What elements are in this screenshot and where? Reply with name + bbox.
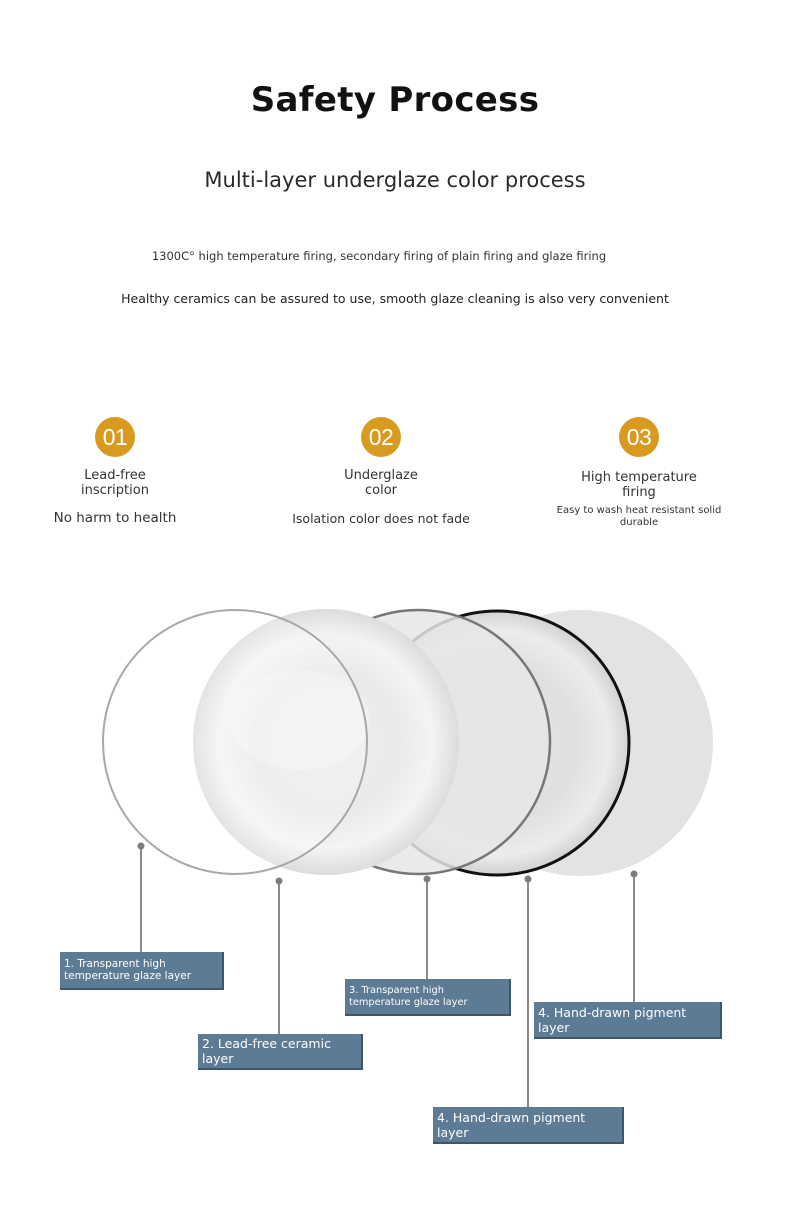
number-badge: 02 — [361, 417, 401, 457]
leader-dot-4 — [525, 876, 532, 883]
page-title: Safety Process — [250, 80, 540, 120]
leader-dot-1 — [138, 843, 145, 850]
feature-name: Underglaze color — [344, 468, 418, 498]
feature-name: Lead-free inscription — [81, 468, 149, 498]
firing-description: 1300C° high temperature firing, secondary firing of plain firing and glaze firing — [151, 249, 607, 263]
feature-high-temperature — [539, 417, 739, 528]
feature-underglaze — [281, 417, 481, 526]
layer-label-2: 2. Lead-free ceramic layer — [198, 1034, 363, 1070]
feature-name: High temperature firing — [581, 470, 697, 500]
layer-label-3: 3. Transparent high temperature glaze layer — [345, 979, 511, 1016]
leader-dot-5 — [631, 871, 638, 878]
layer-diagram — [0, 560, 790, 1180]
layer-label-4: 4. Hand-drawn pigment layer — [534, 1002, 722, 1039]
number-badge: 01 — [95, 417, 135, 457]
feature-description: Easy to wash heat resistant solid durable — [556, 505, 722, 528]
layer-label-1: 1. Transparent high temperature glaze layer — [60, 952, 224, 990]
page-subtitle: Multi-layer underglaze color process — [204, 168, 586, 192]
layer-illustration — [0, 560, 790, 1180]
leader-dot-3 — [424, 876, 431, 883]
feature-description: No harm to health — [53, 510, 177, 526]
feature-lead-free — [15, 417, 215, 526]
feature-description: Isolation color does not fade — [292, 511, 470, 526]
layer-label-5: 4. Hand-drawn pigment layer — [433, 1107, 624, 1144]
cleaning-description: Healthy ceramics can be assured to use, smooth glaze cleaning is also very convenient — [121, 291, 669, 306]
number-badge: 03 — [619, 417, 659, 457]
leader-dot-2 — [276, 878, 283, 885]
transparent-glaze-ring — [103, 610, 367, 874]
